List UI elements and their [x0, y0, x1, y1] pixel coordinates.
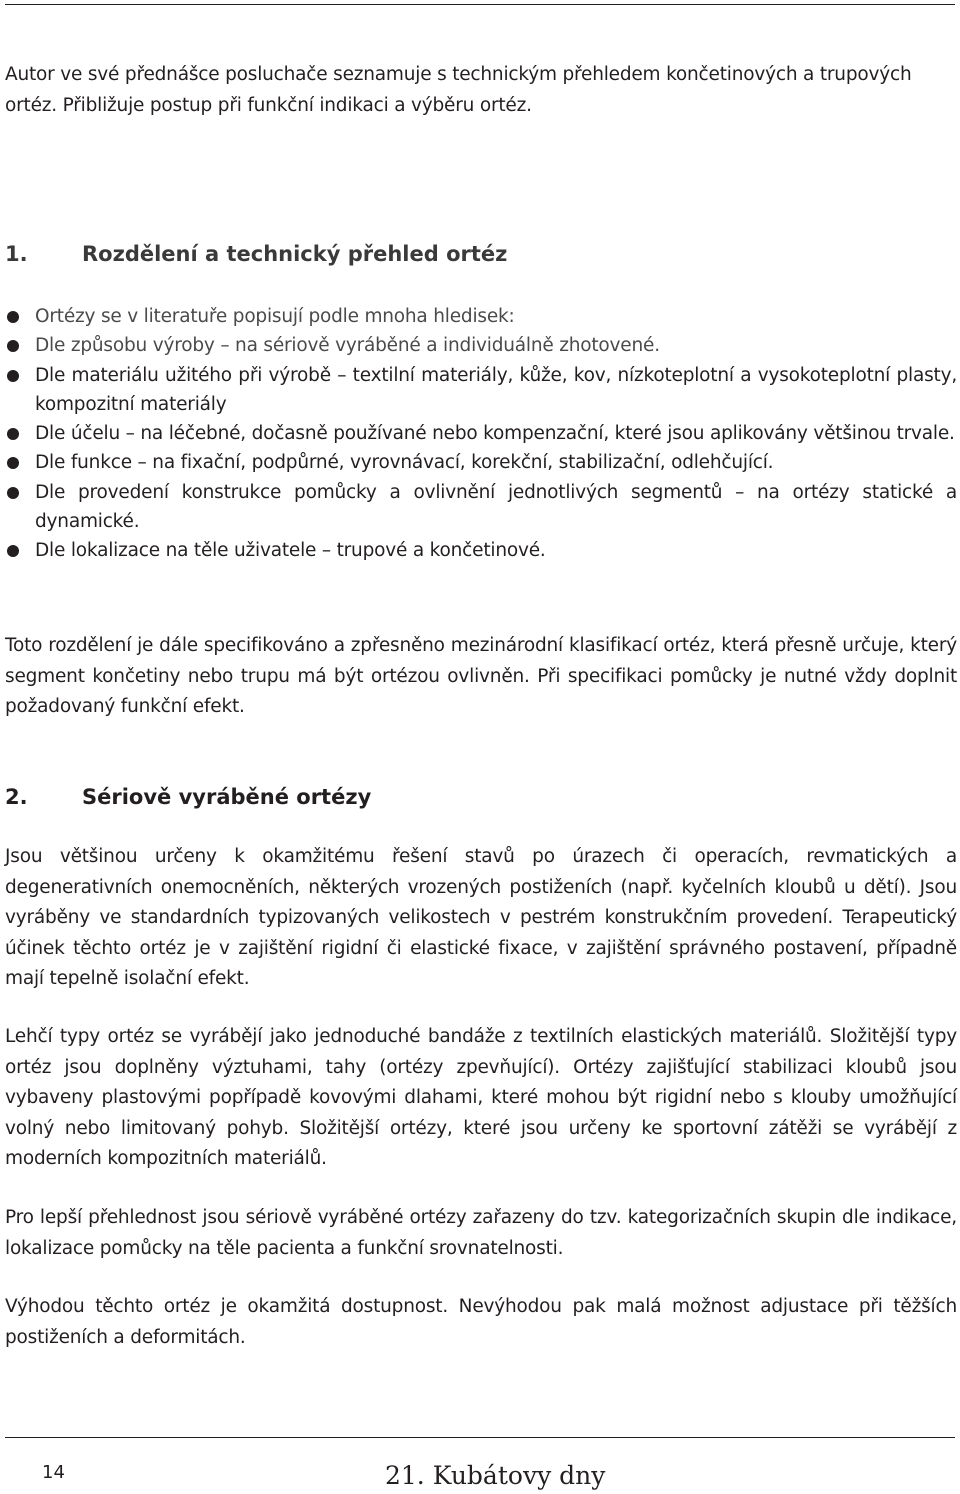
page-number: 14	[42, 1462, 65, 1483]
section-2-paragraph-2: Lehčí typy ortéz se vyrábějí jako jednoduché bandáže z textilních elastických materiálů. Složitější typy ortéz jsou doplněny výztuhami, tahy (ortézy zpevňující). Ortézy zajišťující stabilizaci kloubů jsou vybaveny plastovými popřípadě kovovými dlahami, které mohou být rigidní nebo s klouby umožňující volný nebo limitovaný pohyb. Složitější ortézy, které jsou určeny ke sportovní zátěži se vyrábějí z moderních kompozitních materiálů.	[5, 1026, 957, 1169]
top-rule	[5, 4, 955, 5]
section-1-number: 1.	[5, 242, 28, 266]
bullet-icon	[7, 311, 19, 323]
bullet-icon	[7, 545, 19, 557]
bullet-icon	[7, 340, 19, 352]
bullet-item: Dle způsobu výroby – na sériově vyráběné a individuálně zhotovené.	[5, 331, 957, 360]
section-1-bullet-list	[5, 302, 957, 566]
bullet-item: Dle provedení konstrukce pomůcky a ovlivnění jednotlivých segmentů – na ortézy statické a dynamické.	[5, 478, 957, 537]
bullet-icon	[7, 428, 19, 440]
bullet-item: Dle lokalizace na těle uživatele – trupové a končetinové.	[5, 536, 957, 565]
section-1-paragraph: Toto rozdělení je dále specifikováno a zpřesněno mezinárodní klasifikací ortéz, která přesně určuje, který segment končetiny nebo trupu má být ortézou ovlivněn. Při specifikaci pomůcky je nutné vždy doplnit požadovaný funkční efekt.	[5, 635, 957, 717]
section-2-paragraph-3: Pro lepší přehlednost jsou sériově vyráběné ortézy zařazeny do tzv. kategorizačních skupin dle indikace, lokalizace pomůcky na těle pacienta a funkční srovnatelnosti.	[5, 1207, 957, 1259]
bullet-item: Ortézy se v literatuře popisují podle mnoha hledisek:	[5, 302, 957, 331]
bullet-icon	[7, 487, 19, 499]
section-1-heading	[5, 239, 507, 269]
bullet-icon	[7, 457, 19, 469]
bullet-item: Dle účelu – na léčebné, dočasně používané nebo kompenzační, které jsou aplikovány většinou trvale.	[5, 419, 957, 448]
section-2-heading	[5, 782, 371, 812]
section-2-paragraph-1: Jsou většinou určeny k okamžitému řešení stavů po úrazech či operacích, revmatických a degenerativních onemocněních, některých vrozených postiženích (např. kyčelních kloubů u dětí). Jsou vyráběny ve standardních typizovaných velikostech v pestrém konstrukčním provedení. Terapeutický účinek těchto ortéz je v zajištění rigidní či elastické fixace, v zajištění správného postavení, případně mají tepelně isolační efekt.	[5, 846, 957, 989]
section-1-title: Rozdělení a technický přehled ortéz	[82, 242, 508, 266]
bullet-item: Dle materiálu užitého při výrobě – textilní materiály, kůže, kov, nízkoteplotní a vysokoteplotní plasty, kompozitní materiály	[5, 361, 957, 420]
section-2-number: 2.	[5, 785, 28, 809]
footer-rule	[5, 1437, 955, 1438]
section-2-title: Sériově vyráběné ortézy	[82, 785, 372, 809]
bullet-item: Dle funkce – na fixační, podpůrné, vyrovnávací, korekční, stabilizační, odlehčující.	[5, 448, 957, 477]
intro-paragraph: Autor ve své přednášce posluchače seznamuje s technickým přehledem končetinových a trupových ortéz. Přibližuje postup při funkční indikaci a výběru ortéz.	[5, 64, 912, 116]
bullet-icon	[7, 370, 19, 382]
section-2-paragraph-4: Výhodou těchto ortéz je okamžitá dostupnost. Nevýhodou pak malá možnost adjustace při těžších postiženích a deformitách.	[5, 1296, 957, 1348]
publication-title: 21. Kubátovy dny	[385, 1461, 606, 1490]
